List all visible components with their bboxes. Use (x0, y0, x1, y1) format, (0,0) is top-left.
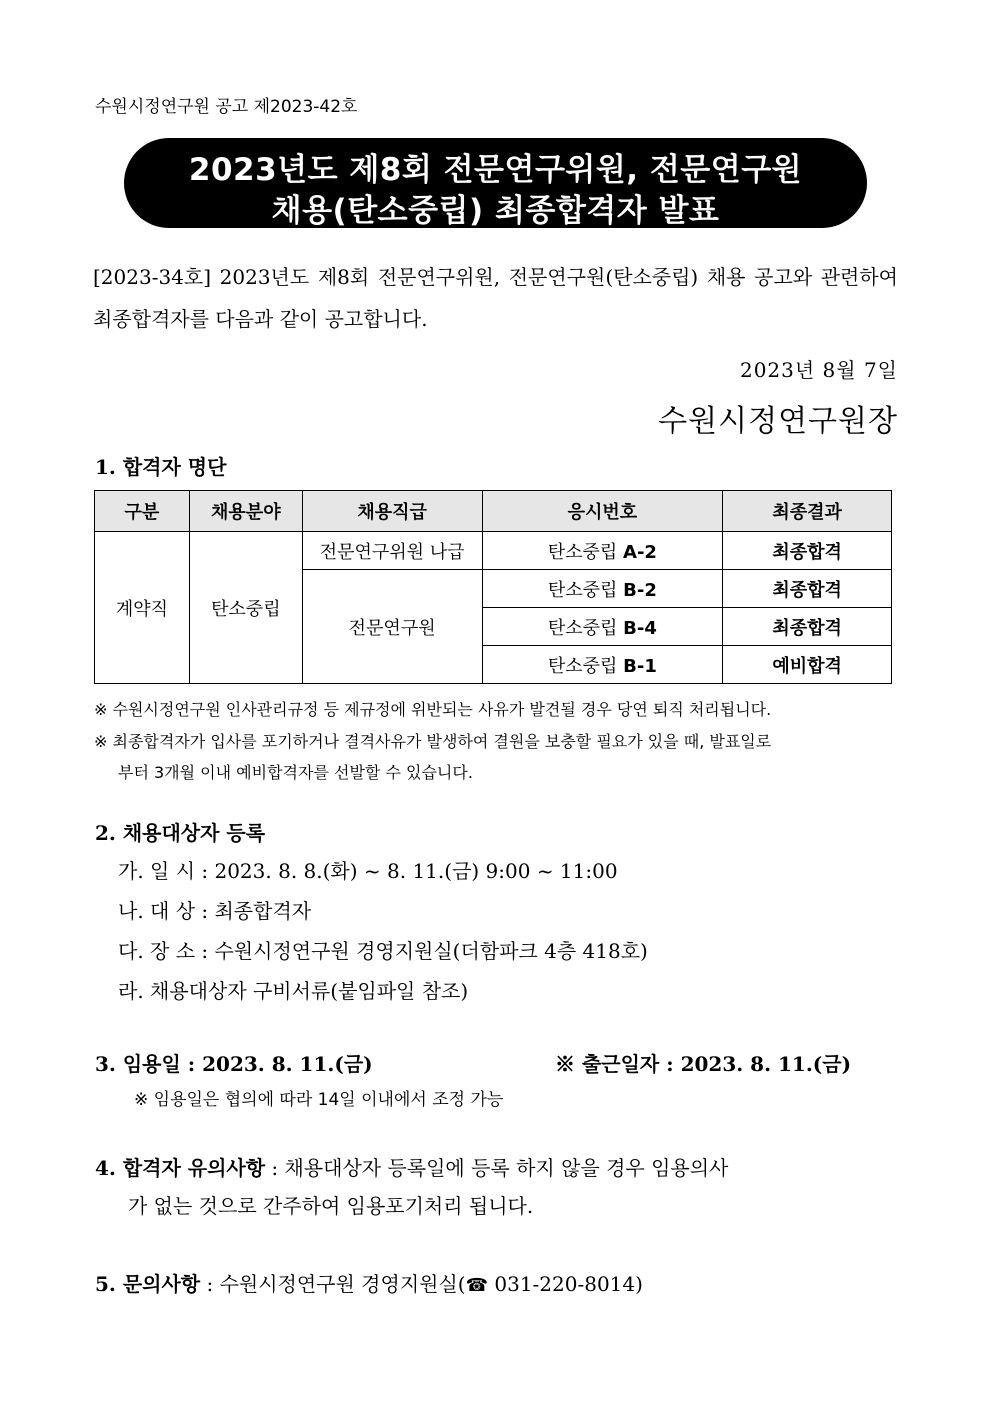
result-cell: 최종합격 (723, 608, 892, 646)
list-item: 다. 장 소 : 수원시정연구원 경영지원실(더함파크 4층 418호) (118, 939, 648, 963)
start-date-block (555, 1048, 851, 1077)
section2-heading: 2. 채용대상자 등록 (95, 821, 266, 845)
list-item: 라. 채용대상자 구비서류(붙임파일 참조) (118, 979, 469, 1003)
category-cell: 계약직 (95, 532, 190, 684)
section3-heading (95, 1048, 373, 1077)
announcement-date: 2023년 8월 7일 (739, 358, 898, 382)
exam-code: B-2 (623, 579, 657, 601)
exam-number-cell (482, 608, 723, 646)
field-cell: 탄소중립 (189, 532, 302, 684)
note-line: ※ 최종합격자가 입사를 포기하거나 결격사유가 발생하여 결원을 보충할 필요가 있을 때, 발표일로 (94, 732, 772, 751)
table-header-row (95, 491, 892, 532)
table-row (95, 532, 892, 570)
list-item: 가. 일 시 : 2023. 8. 8.(화) ~ 8. 11.(금) 9:00 ~ 11:00 (118, 859, 618, 883)
phone-number: 031-220-8014) (488, 1272, 643, 1296)
results-table (94, 490, 892, 684)
section1-heading: 1. 합격자 명단 (95, 455, 227, 479)
section4-text: : 채용대상자 등록일에 등록 하지 않을 경우 임용의사 (271, 1156, 729, 1180)
title-banner (124, 138, 867, 228)
exam-number-cell (482, 532, 723, 570)
column-header: 응시번호 (482, 491, 723, 532)
exam-prefix: 탄소중립 (547, 655, 618, 677)
issuer-name: 수원시정연구원장 (658, 404, 898, 439)
title-line-1: 2023년도 제8회 전문연구위원, 전문연구원 (188, 152, 803, 188)
exam-number-cell (482, 570, 723, 608)
result-cell: 예비합격 (723, 646, 892, 684)
list-item: 나. 대 상 : 최종합격자 (118, 899, 312, 923)
section4-heading: 4. 합격자 유의사항 (95, 1156, 266, 1180)
rank-cell: 전문연구위원 나급 (302, 532, 482, 570)
column-header: 구분 (95, 491, 190, 532)
exam-prefix: 탄소중립 (547, 541, 618, 563)
exam-code: B-4 (623, 617, 657, 639)
appointment-date: : 2023. 8. 11.(금) (187, 1052, 373, 1076)
title-line-2: 채용(탄소중립) 최종합격자 발표 (271, 193, 720, 229)
start-date-label: ※ 출근일자 (555, 1052, 660, 1076)
exam-prefix: 탄소중립 (547, 579, 618, 601)
document-number: 수원시정연구원 공고 제2023-42호 (95, 97, 358, 117)
start-date-value: : 2023. 8. 11.(금) (666, 1052, 852, 1076)
section4-line1 (95, 1152, 728, 1181)
rank-cell: 전문연구원 (302, 570, 482, 684)
appointment-label: 3. 임용일 (95, 1052, 181, 1076)
section5-line (95, 1268, 643, 1297)
section5-text: : 수원시정연구원 경영지원실( (206, 1272, 466, 1296)
section4-line2: 가 없는 것으로 간주하여 임용포기처리 됩니다. (128, 1194, 534, 1218)
exam-number-cell (482, 646, 723, 684)
phone-icon: ☎ (465, 1275, 489, 1296)
column-header: 채용직급 (302, 491, 482, 532)
column-header: 채용분야 (189, 491, 302, 532)
section5-heading: 5. 문의사항 (95, 1272, 201, 1296)
exam-code: B-1 (623, 655, 657, 677)
intro-paragraph: [2023-34호] 2023년도 제8회 전문연구위원, 전문연구원(탄소중립) 채용 공고와 관련하여 최종합격자를 다음과 같이 공고합니다. (93, 265, 898, 331)
exam-code: A-2 (623, 541, 657, 563)
appointment-note: ※ 임용일은 협의에 따라 14일 이내에서 조정 가능 (134, 1090, 504, 1110)
result-cell: 최종합격 (723, 532, 892, 570)
exam-prefix: 탄소중립 (547, 617, 618, 639)
note-line: ※ 수원시정연구원 인사관리규정 등 제규정에 위반되는 사유가 발견될 경우 당연 퇴직 처리됩니다. (94, 700, 772, 719)
note-line: 부터 3개월 이내 예비합격자를 선발할 수 있습니다. (118, 763, 473, 782)
result-cell: 최종합격 (723, 570, 892, 608)
column-header: 최종결과 (723, 491, 892, 532)
